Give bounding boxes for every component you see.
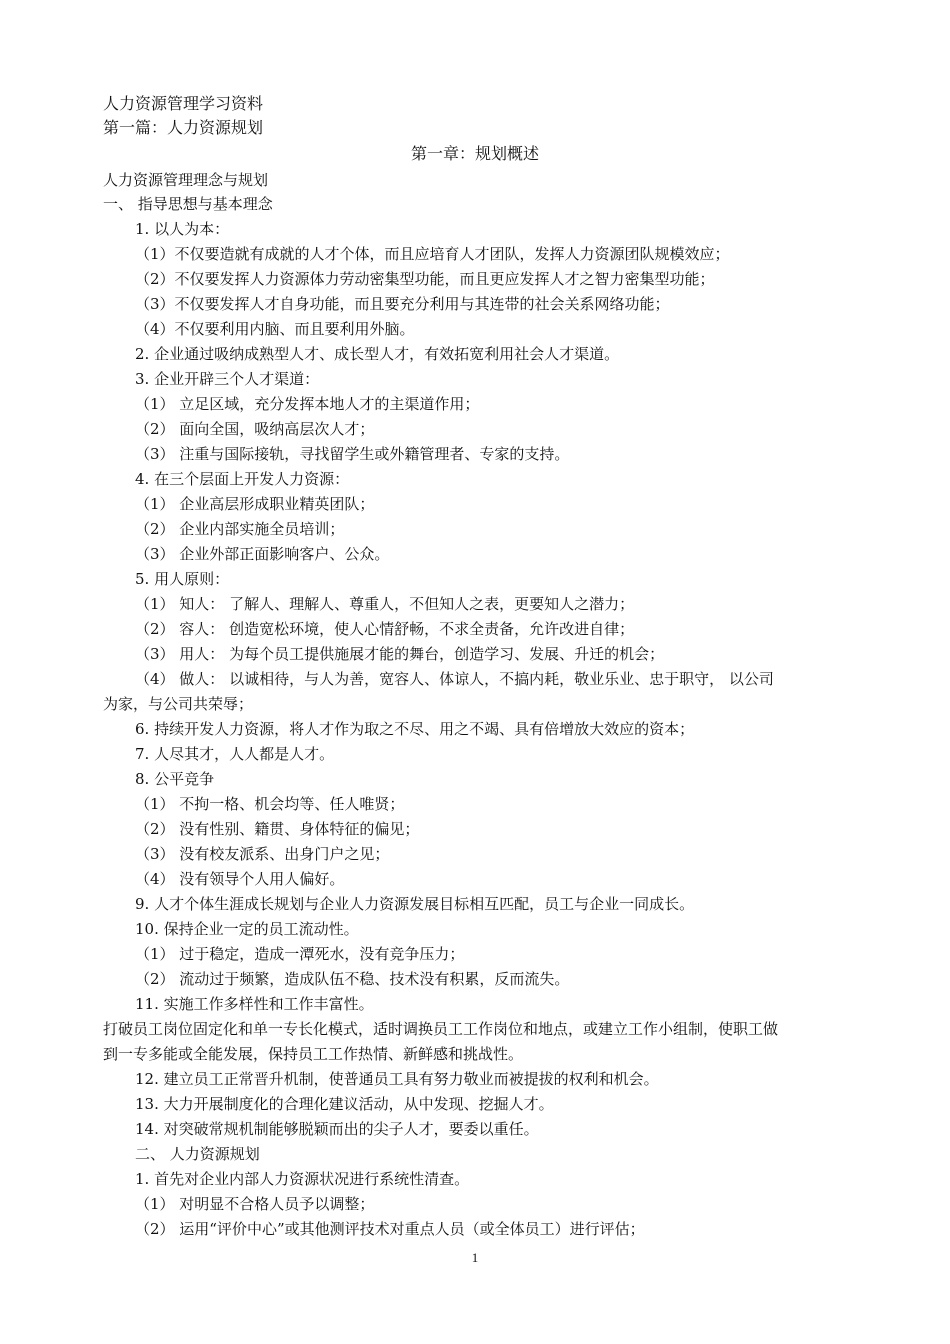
list-item: 6. 持续开发人力资源，将人才作为取之不尽、用之不竭、具有倍增放大效应的资本； <box>135 720 695 738</box>
heading-1: 一、 指导思想与基本理念 <box>103 195 273 213</box>
list-item: （1） 不拘一格、机会均等、任人唯贤； <box>135 795 405 813</box>
list-item: （2） 企业内部实施全员培训； <box>135 520 345 538</box>
list-item: （3） 企业外部正面影响客户、公众。 <box>135 545 390 563</box>
list-item: 7. 人尽其才，人人都是人才。 <box>135 745 335 763</box>
page-number: 1 <box>471 1250 479 1265</box>
list-item: （1） 知人： 了解人、理解人、尊重人，不但知人之表，更要知人之潜力； <box>135 595 635 613</box>
chapter-title: 第一章：规划概述 <box>410 144 539 163</box>
list-item: （1） 企业高层形成职业精英团队； <box>135 495 375 513</box>
list-item: 14. 对突破常规机制能够脱颖而出的尖子人才，要委以重任。 <box>135 1120 539 1138</box>
list-item: 2. 企业通过吸纳成熟型人才、成长型人才，有效拓宽利用社会人才渠道。 <box>135 345 620 363</box>
list-item: （1） 立足区域，充分发挥本地人才的主渠道作用； <box>135 395 480 413</box>
list-item: （2） 没有性别、籍贯、身体特征的偏见； <box>135 820 420 838</box>
list-item: （3） 没有校友派系、出身门户之见； <box>135 845 390 863</box>
list-item: （2） 流动过于频繁，造成队伍不稳、技术没有积累，反而流失。 <box>135 970 570 988</box>
list-item: （2） 运用“评价中心”或其他测评技术对重点人员（或全体员工）进行评估； <box>135 1220 645 1238</box>
list-item: （2） 面向全国，吸纳高层次人才； <box>135 420 375 438</box>
part-title: 第一篇：人力资源规划 <box>103 118 264 137</box>
list-item: （1） 对明显不合格人员予以调整； <box>135 1195 375 1213</box>
list-item: （3） 注重与国际接轨，寻找留学生或外籍管理者、专家的支持。 <box>135 445 570 463</box>
list-item: （1）不仅要造就有成就的人才个体，而且应培育人才团队，发挥人力资源团队规模效应； <box>135 245 730 263</box>
list-item: 1. 首先对企业内部人力资源状况进行系统性清查。 <box>135 1170 470 1188</box>
list-item: 12. 建立员工正常晋升机制，使普通员工具有努力敬业而被提拔的权利和机会。 <box>135 1070 659 1088</box>
heading-2: 二、 人力资源规划 <box>135 1145 260 1163</box>
list-item: 3. 企业开辟三个人才渠道： <box>135 370 320 388</box>
list-item: 10. 保持企业一定的员工流动性。 <box>135 920 359 938</box>
list-item: （2） 容人： 创造宽松环境，使人心情舒畅，不求全责备，允许改进自律； <box>135 620 635 638</box>
section-heading: 人力资源管理理念与规划 <box>103 171 269 189</box>
list-item: 11. 实施工作多样性和工作丰富性。 <box>135 995 374 1013</box>
list-item: （1） 过于稳定，造成一潭死水，没有竞争压力； <box>135 945 465 963</box>
list-item: 1. 以人为本： <box>135 220 230 238</box>
list-item: 5. 用人原则： <box>135 570 230 588</box>
list-item: 13. 大力开展制度化的合理化建议活动，从中发现、挖掘人才。 <box>135 1095 554 1113</box>
list-item: 9. 人才个体生涯成长规划与企业人力资源发展目标相互匹配，员工与企业一同成长。 <box>135 895 695 913</box>
list-item: （2）不仅要发挥人力资源体力劳动密集型功能，而且更应发挥人才之智力密集型功能； <box>135 270 715 288</box>
list-item: 8. 公平竞争 <box>135 770 215 788</box>
list-item: （3）不仅要发挥人才自身功能，而且要充分利用与其连带的社会关系网络功能； <box>135 295 670 313</box>
list-item: （4） 没有领导个人用人偏好。 <box>135 870 345 888</box>
list-item: 4. 在三个层面上开发人力资源： <box>135 470 350 488</box>
paragraph-line: 到一专多能或全能发展，保持员工工作热情、新鲜感和挑战性。 <box>103 1045 524 1063</box>
list-item: （3） 用人： 为每个员工提供施展才能的舞台，创造学习、发展、升迁的机会； <box>135 645 665 663</box>
list-item: （4）不仅要利用内脑、而且要利用外脑。 <box>135 320 415 338</box>
list-item-continued: 为家，与公司共荣辱； <box>103 695 254 713</box>
list-item: （4） 做人： 以诚相待，与人为善，宽容人、体谅人，不搞内耗，敬业乐业、忠于职守， 以公司 <box>135 670 774 688</box>
document-title: 人力资源管理学习资料 <box>103 94 264 113</box>
paragraph-line: 打破员工岗位固定化和单一专长化模式，适时调换员工工作岗位和地点，或建立工作小组制，使职工做 <box>103 1020 779 1038</box>
